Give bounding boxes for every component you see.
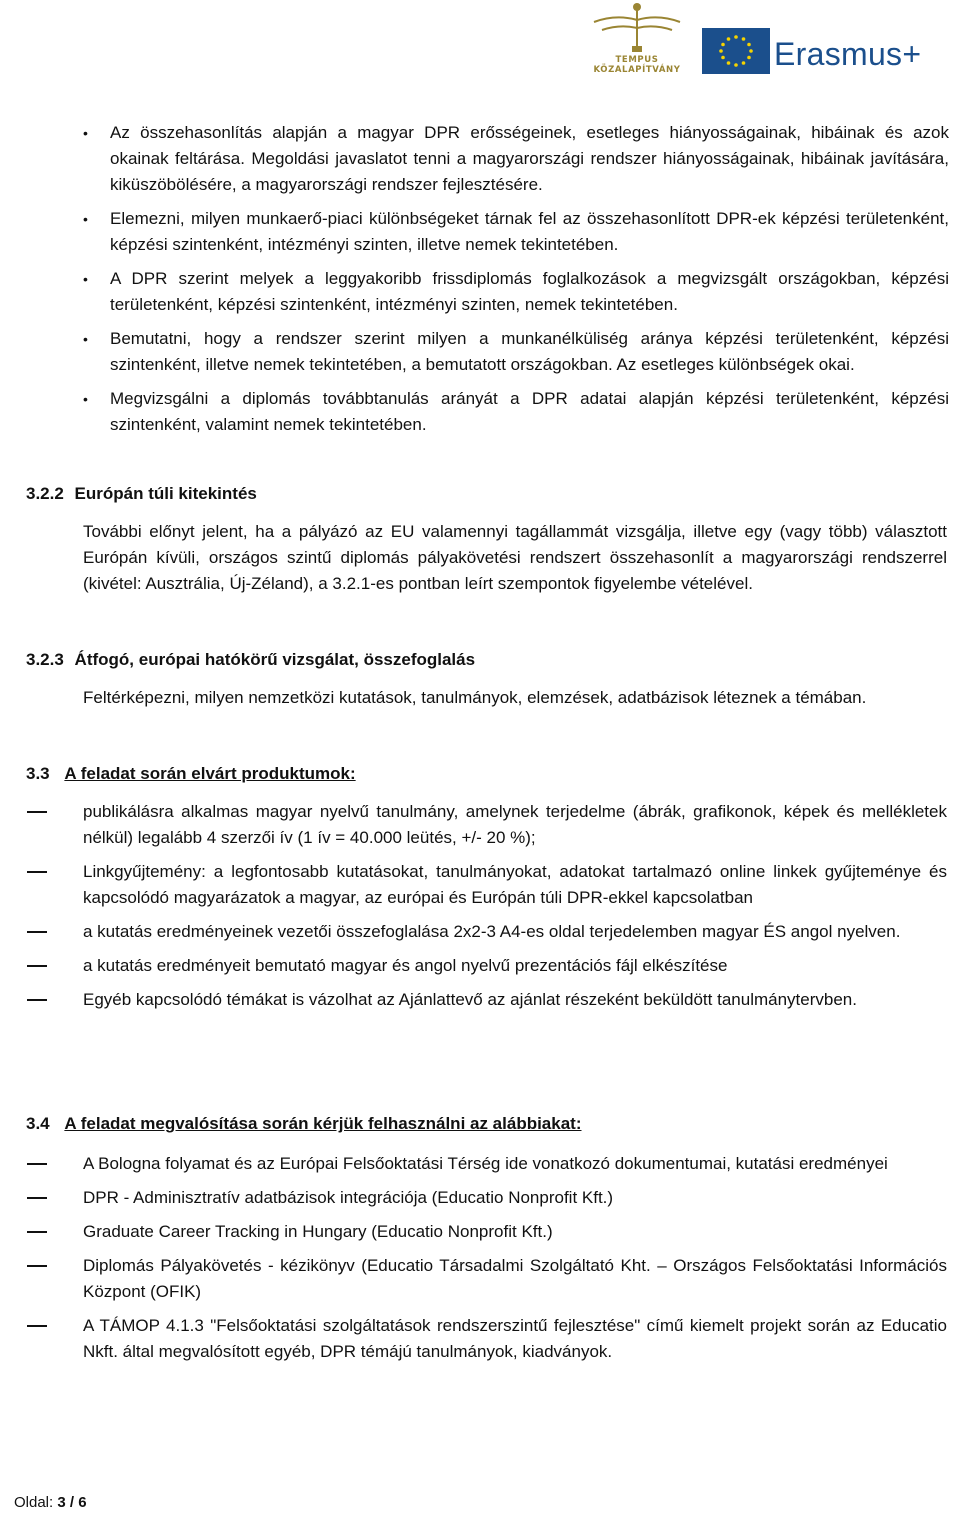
list-item: Diplomás Pályakövetés - kézikönyv (Educatio Társadalmi Szolgáltató Kht. – Országos Felsőoktatási Információs Központ (OFIK) [55,1253,947,1305]
bullet-icon: • [83,391,88,407]
list-item: • A DPR szerint melyek a leggyakoribb frissdiplomás foglalkozások a megvizsgált országokban, képzési területenként, képzési szintenként, intézményi szinten, nemek tekintetében. [83,266,949,318]
tempus-logo-text: TEMPUS KÖZALAPÍTVÁNY [593,55,681,75]
erasmus-logo-text: Erasmus+ [774,36,922,72]
bullet-icon: • [83,271,88,287]
dash-icon [27,871,47,873]
list-item: Graduate Career Tracking in Hungary (Educatio Nonprofit Kft.) [55,1219,947,1245]
section-heading-33: 3.3 A feladat során elvárt produktumok: [26,764,356,783]
bullet-icon: • [83,125,88,141]
tempus-emblem-icon [572,0,702,56]
list-item: a kutatás eredményeit bemutató magyar és angol nyelvű prezentációs fájl elkészítése [55,953,947,979]
bullet-icon: • [83,331,88,347]
list-item: a kutatás eredményeinek vezetői összefoglalása 2x2-3 A4-es oldal terjedelemben magyar ÉS angol nyelven. [55,919,947,945]
deliverables-list [55,799,947,1013]
dash-icon [27,999,47,1001]
bullet-icon: • [83,211,88,227]
header-logos [570,0,960,78]
dash-icon [27,811,47,813]
section-body-323: Feltérképezni, milyen nemzetközi kutatások, tanulmányok, elemzések, adatbázisok léteznek a témában. [83,688,867,707]
section-heading-323: 3.2.3 Átfogó, európai hatókörű vizsgálat, összefoglalás [26,650,476,669]
list-item: DPR - Adminisztratív adatbázisok integrációja (Educatio Nonprofit Kft.) [55,1185,947,1211]
section-heading-322: 3.2.2 Európán túli kitekintés [26,484,257,503]
footer-separator: / [69,1494,75,1511]
dash-icon [27,1265,47,1267]
footer-total-pages: 6 [78,1494,87,1511]
list-item: Linkgyűjtemény: a legfontosabb kutatásokat, tanulmányokat, adatokat tartalmazó online linkek gyűjteménye és kapcsolódó magyarázatok a magyar, az európai és Európán túli DPR-ekkel kapcsolatban [55,859,947,911]
objectives-list [83,120,949,446]
dash-icon [27,1325,47,1327]
tempus-logo [572,0,702,75]
dash-icon [27,1163,47,1165]
dash-icon [27,931,47,933]
list-item: • Elemezni, milyen munkaerő-piaci különbségeket tárnak fel az összehasonlított DPR-ek képzési területenként, képzési szintenként, intézményi szinten, illetve nemek tekintetében. [83,206,949,258]
list-item: A TÁMOP 4.1.3 "Felsőoktatási szolgáltatások rendszerszintű fejlesztése" című kiemelt projekt során az Educatio Nkft. által megvalósított egyéb, DPR témájú tanulmányok, kiadványok. [55,1313,947,1365]
resources-list [55,1151,947,1365]
list-item: Egyéb kapcsolódó témákat is vázolhat az Ajánlattevő az ajánlat részeként beküldött tanulmánytervben. [55,987,947,1013]
footer-current-page: 3 [57,1494,66,1511]
dash-icon [27,1197,47,1199]
list-item: • Bemutatni, hogy a rendszer szerint milyen a munkanélküliség aránya képzési területenként, képzési szintenként, illetve nemek tekintetében, a bemutatott országokban. Az esetleges különbségek okai. [83,326,949,378]
section-heading-34: 3.4 A feladat megvalósítása során kérjük felhasználni az alábbiakat: [26,1114,582,1133]
section-body-322: További előnyt jelent, ha a pályázó az EU valamennyi tagállammát vizsgálja, illetve egy (vagy több) választott Európán kívüli, országos szintű diplomás pályakövetési rendszert összehasonlít a magyarországi rendszerrel (kivétel: Ausztrália, Új-Zéland), a 3.2.1-es pontban leírt szempontok figyelembe vételével. [83,522,947,593]
page-footer [14,1494,87,1511]
list-item: publikálásra alkalmas magyar nyelvű tanulmány, amelynek terjedelme (ábrák, grafikonok, képek és mellékletek nélkül) legalább 4 szerzői ív (1 ív = 40.000 leütés, +/- 20 %); [55,799,947,851]
dash-icon [27,965,47,967]
list-item: • Megvizsgálni a diplomás továbbtanulás arányát a DPR adatai alapján képzési területenként, képzési szintenként, valamint nemek tekintetében. [83,386,949,438]
list-item: A Bologna folyamat és az Európai Felsőoktatási Térség ide vonatkozó dokumentumai, kutatási eredményei [55,1151,947,1177]
footer-label: Oldal: [14,1494,54,1511]
list-item: • Az összehasonlítás alapján a magyar DPR erősségeinek, esetleges hiányosságainak, hibáinak és azok okainak feltárása. Megoldási javaslatot tenni a magyarországi rendszer hiányosságainak, hibáinak javítására, kiküszöbölésére, a magyarországi rendszer fejlesztésére. [83,120,949,198]
dash-icon [27,1231,47,1233]
eu-flag-icon [702,28,770,74]
